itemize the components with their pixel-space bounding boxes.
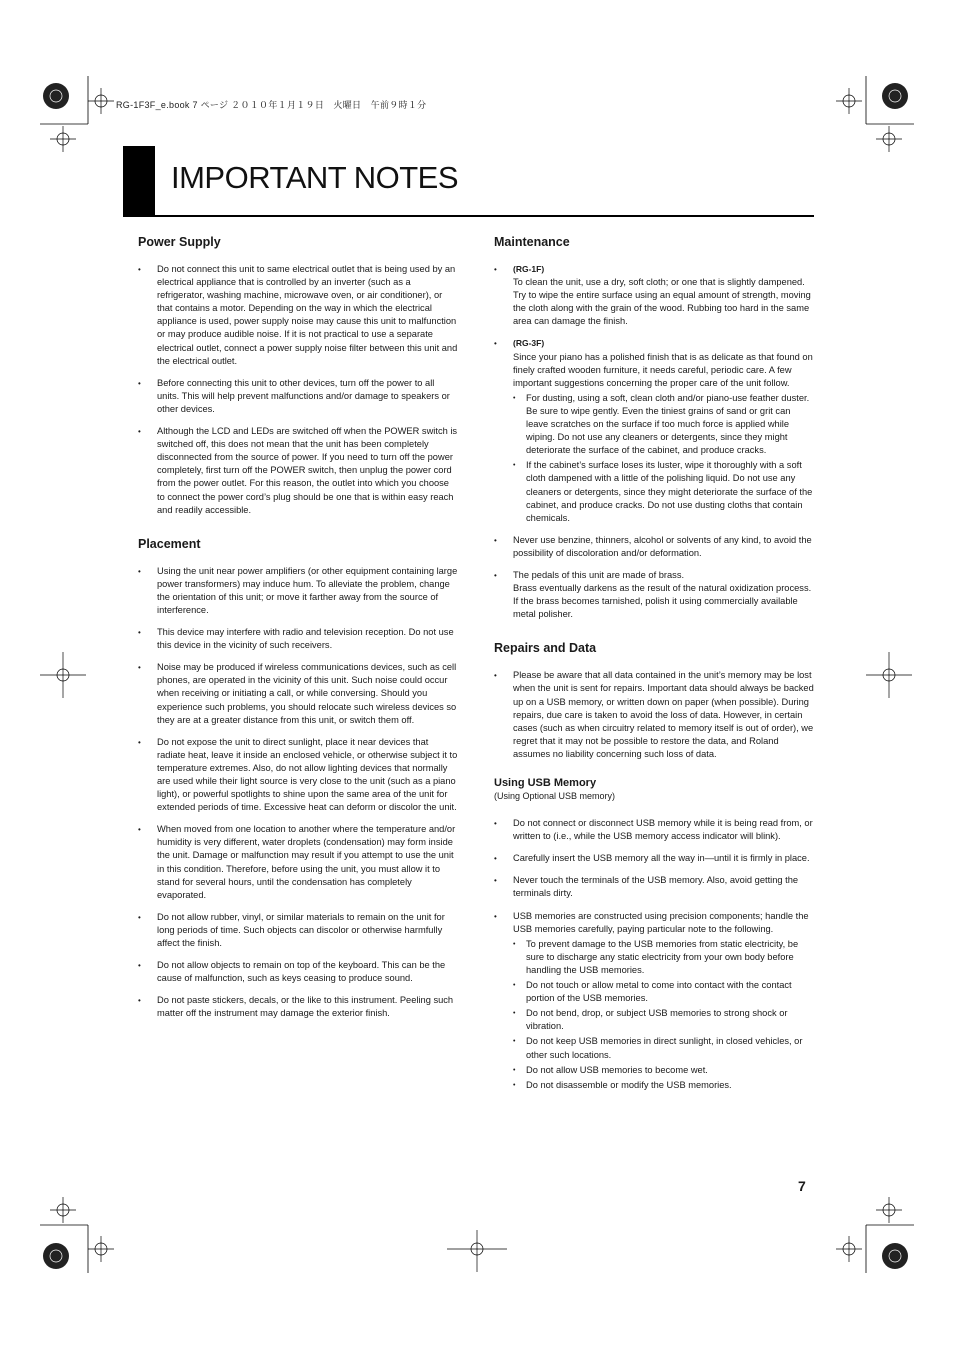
placement-heading: Placement: [138, 536, 201, 551]
pedals-text: • The pedals of this unit are made of brass.: [513, 569, 685, 580]
usb-precision-text: • USB memories are constructed using precision components; handle the USB memories carefully, paying particular note to the following.: [513, 910, 809, 934]
page-number: 7: [798, 1178, 806, 1194]
sub-list-item: • Do not disassemble or modify the USB memories.: [513, 1079, 814, 1092]
sub-list-item: • Do not keep USB memories in direct sunlight, in closed vehicles, or other such locations.: [513, 1035, 814, 1061]
left-column: [138, 234, 458, 1030]
usb-list: [494, 817, 814, 1092]
list-item: • When moved from one location to another where the temperature and/or humidity is very different, water droplets (condensation) may form inside the unit. Damage or malfunction may result if you attempt to use the unit in this condition. Therefore, before using the unit, you must allow it to stand for several hours, until the condensation has completely evaporated.: [138, 823, 458, 902]
title-rule: [123, 215, 814, 217]
list-item: [494, 910, 814, 1092]
sub-list: [513, 938, 814, 1092]
list-item: • Do not connect this unit to same electrical outlet that is being used by an electrical appliance that is controlled by an inverter (such as a refrigerator, washing machine, microwave oven, or air conditioner), or that contains a motor. Depending on the way in which the electrical appliance is used, power supply noise may cause this unit to malfunction or may produce audible noise. If it is not practical to use a separate electrical outlet, connect a power supply noise filter between this unit and the electrical outlet.: [138, 263, 458, 368]
page-title: IMPORTANT NOTES: [171, 160, 459, 195]
list-item: [494, 569, 814, 621]
sub-list-item: • Do not allow USB memories to become wet.: [513, 1064, 814, 1077]
repairs-list: [494, 669, 814, 761]
sub-list-item: • Do not bend, drop, or subject USB memories to strong shock or vibration.: [513, 1007, 814, 1033]
list-item: • Noise may be produced if wireless communications devices, such as cell phones, are operated in the vicinity of this unit. Such noise could occur when receiving or initiating a call, or while conversing. Should you experience such problems, you should relocate such wireless devices so they are at a greater distance from this unit, or switch them off.: [138, 661, 458, 726]
list-item: • Do not allow objects to remain on top of the keyboard. This can be the cause of malfunction, such as keys ceasing to produce sound.: [138, 959, 458, 985]
pedals-text: Brass eventually darkens as the result of the natural oxidization process. If the brass becomes tarnished, polish it using commercially available metal polisher.: [513, 583, 812, 620]
maintenance-heading: Maintenance: [494, 235, 570, 249]
usb-note: (Using Optional USB memory): [494, 791, 616, 801]
model-text: To clean the unit, use a dry, soft cloth; or one that is slightly dampened. Try to wipe the entire surface using an equal amount of strength, moving the cloth along with the grain of the wood. Rubbing too hard in the same area can damage the finish.: [513, 277, 811, 327]
sub-list-item: • Do not touch or allow metal to come into contact with the contact portion of the USB memories.: [513, 979, 814, 1005]
model-label: • (RG-3F): [513, 338, 545, 349]
list-item: • Please be aware that all data contained in the unit’s memory may be lost when the unit is sent for repairs. Important data should always be backed up on a USB memory, or written down on paper (when possible). During repairs, due care is taken to avoid the loss of data. However, in certain cases (such as when circuitry related to memory itself is out of order), we regret that it may not be possible to restore the data, and Roland assumes no liability concerning such loss of data.: [494, 669, 814, 761]
model-text: Since your piano has a polished finish that is as delicate as that found on finely crafted wooden furniture, it needs careful, periodic care. A few important suggestions concerning the proper care of the unit follow.: [513, 351, 813, 388]
list-item: • Never touch the terminals of the USB memory. Also, avoid getting the terminals dirty.: [494, 874, 814, 900]
model-label: • (RG-1F): [513, 264, 545, 274]
list-item: • Using the unit near power amplifiers (or other equipment containing large power transformers) may induce hum. To alleviate the problem, change the orientation of this unit; or move it farther away from the source of interference.: [138, 565, 458, 617]
list-item: • Before connecting this unit to other devices, turn off the power to all units. This will help prevent malfunctions and/or damage to speakers or other devices.: [138, 377, 458, 416]
power-supply-heading: Power Supply: [138, 235, 221, 249]
list-item: • Do not expose the unit to direct sunlight, place it near devices that radiate heat, leave it inside an enclosed vehicle, or otherwise subject it to temperature extremes. Also, do not allow lighting devices that normally are used while their light source is very close to the unit (such as a piano light), or powerful spotlights to shine upon the same area of the unit for extended periods of time. Excessive heat can deform or discolor the unit.: [138, 736, 458, 815]
power-supply-list: [138, 263, 458, 517]
list-item: • Carefully insert the USB memory all the way in—until it is firmly in place.: [494, 852, 814, 865]
right-column: [494, 234, 814, 1101]
repairs-heading: Repairs and Data: [494, 641, 597, 656]
title-bar-block: [123, 146, 155, 217]
list-item: • Do not connect or disconnect USB memory while it is being read from, or written to (i.e., while the USB memory access indicator will blink).: [494, 817, 814, 843]
sub-list-item: • To prevent damage to the USB memories from static electricity, be sure to discharge any static electricity from your own body before handling the USB memories.: [513, 938, 814, 977]
sub-list-item: • If the cabinet’s surface loses its luster, wipe it thoroughly with a soft cloth dampened with a little of the polishing liquid. Do not use any cleaners or detergents, since they might deteriorate the surface of the cabinet, and produce cracks. Do not use dusting cloths that contain chemicals.: [513, 459, 814, 524]
sub-list-item: • For dusting, using a soft, clean cloth and/or piano-use feather duster. Be sure to wipe gently. Even the tiniest grains of sand or grit can leave scratches on the surface if too much force is applied while wiping. Do not use any cleaners or detergents, since they might deteriorate the surface of the cabinet, and produce cracks.: [513, 392, 814, 457]
list-item: • Never use benzine, thinners, alcohol or solvents of any kind, to avoid the possibility of discoloration and/or deformation.: [494, 534, 814, 560]
list-item: • Do not allow rubber, vinyl, or similar materials to remain on the unit for long periods of time. Such objects can discolor or otherwise harmfully affect the finish.: [138, 911, 458, 950]
list-item: [494, 263, 814, 328]
list-item: • This device may interfere with radio and television reception. Do not use this device in the vicinity of such receivers.: [138, 626, 458, 652]
placement-list: [138, 565, 458, 1021]
list-item: [494, 337, 814, 524]
usb-heading: Using USB Memory: [494, 777, 597, 789]
print-header: RG-1F3F_e.book 7 ページ ２０１０年１月１９日 火曜日 午前９時１分: [116, 100, 427, 110]
maintenance-list: [494, 263, 814, 621]
sub-list: [513, 392, 814, 525]
list-item: • Do not paste stickers, decals, or the like to this instrument. Peeling such matter off the instrument may damage the exterior finish.: [138, 994, 458, 1020]
list-item: • Although the LCD and LEDs are switched off when the POWER switch is switched off, this does not mean that the unit has been completely disconnected from the source of power. If you need to turn off the power completely, first turn off the POWER switch, then unplug the power cord from the power outlet. For this reason, the outlet into which you choose to connect the power cord’s plug should be one that is within easy reach and readily accessible.: [138, 425, 458, 517]
